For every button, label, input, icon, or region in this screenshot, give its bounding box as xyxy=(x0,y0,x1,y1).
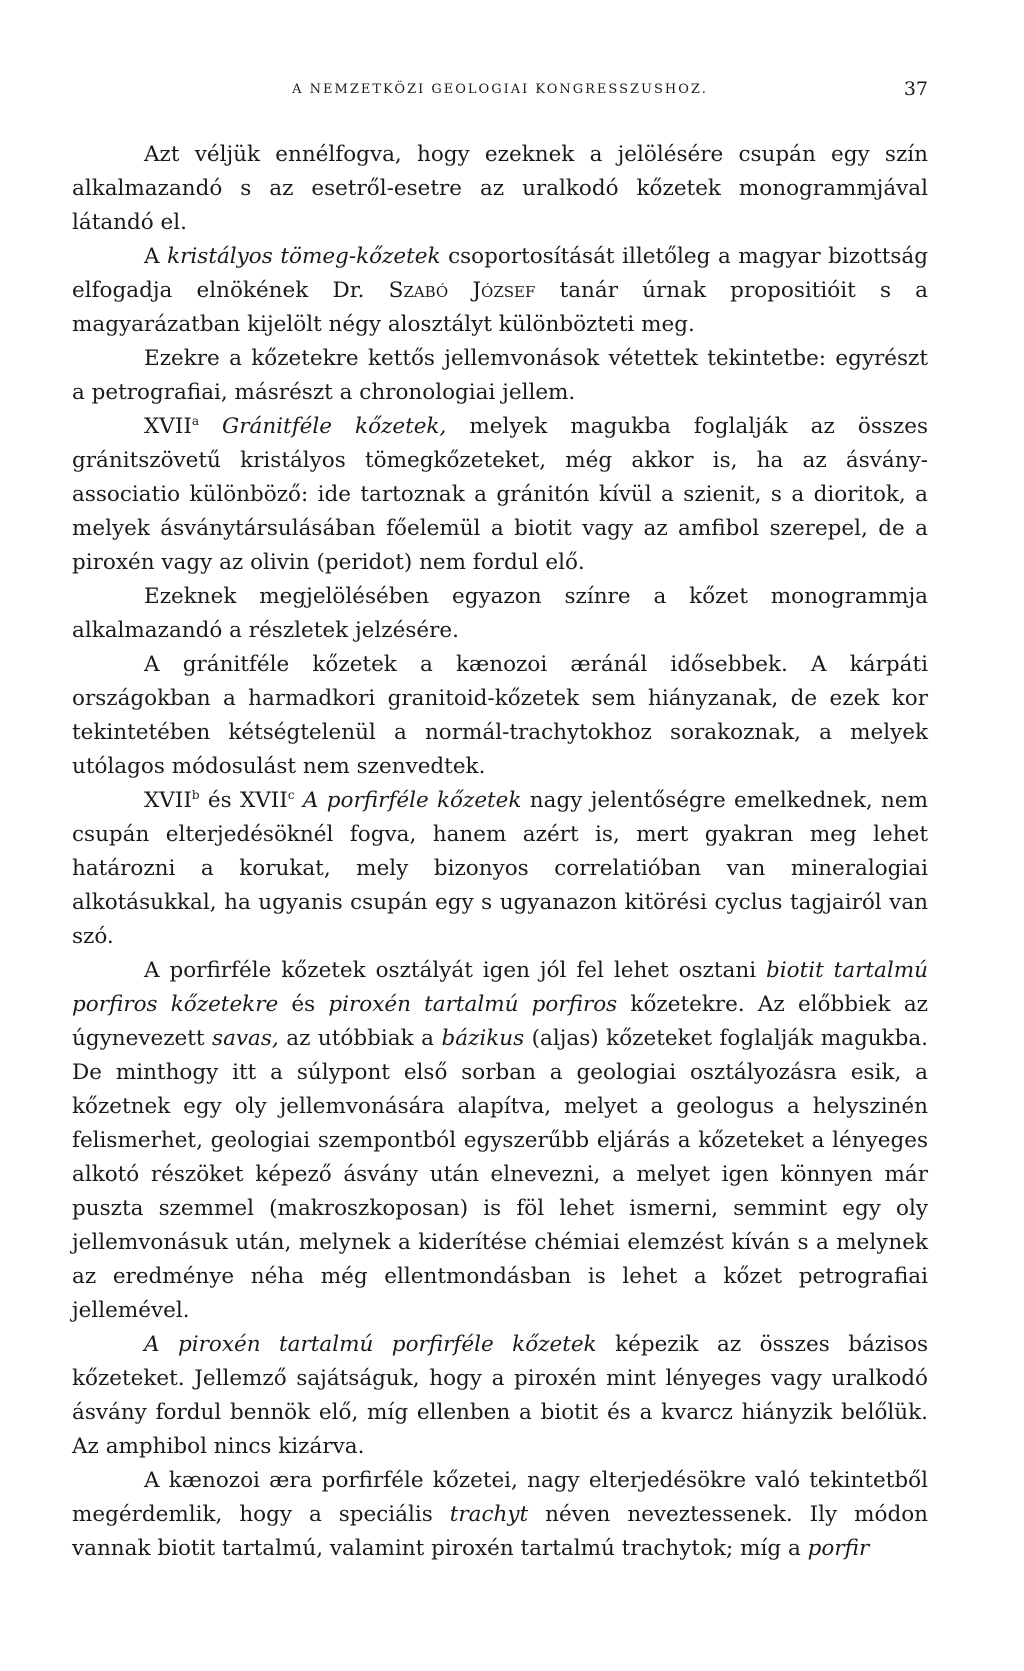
italic-term: biotit tartalmú porfiros kőzetekre xyxy=(72,958,928,1017)
text-run: A kænozoi æra porfirféle kőzetei, nagy elterjedésökre való tekintetből megérdemlik, hogy a speciális xyxy=(72,1468,928,1527)
text-run: tanár úrnak propositióit s a magyarázatban kijelölt négy alosztályt különbözteti meg. xyxy=(72,278,928,337)
text-run: (aljas) kőzeteket foglalják magukba. De minthogy itt a súlypont első sorban a geologiai osztályozásra esik, a kőzetnek egy oly jellemvonására alapítva, melyet a geologus a helyszinén felismerhet, geologiai szempontból egyszerűbb eljárás a kőzeteket a lényeges alkotó részöket képező ásvány után elnevezni, a melyet igen könnyen már puszta szemmel (makroszkoposan) is föl lehet ismerni, semmint egy oly jellemvonásuk után, melynek a kiderítése chémiai elemzést kíván s a melynek az eredménye néha még ellentmondásban is lehet a kőzet petrografiai jellemével. xyxy=(72,1026,928,1323)
italic-term: kristályos tömeg-kőzetek xyxy=(167,244,441,269)
text-run: csoportosítását illetőleg a magyar bizottság elfogadja elnökének Dr. xyxy=(72,244,928,303)
italic-term: savas, xyxy=(212,1026,279,1051)
text-run: és XVII xyxy=(199,788,288,813)
paragraph-8 xyxy=(72,954,928,1328)
superscript: a xyxy=(191,413,199,428)
paragraph-9 xyxy=(72,1328,928,1464)
paragraph-2 xyxy=(72,240,928,342)
text-run: nagy jelentőségre emelkednek, nem csupán elterjedésöknél fogva, hanem azért is, mert gyakran meg lehet határozni a korukat, mely bizonyos correlatióban van mineralogiai alkotásukkal, ha ugyanis csupán egy s ugyanazon kitörési cyclus tagjairól van szó. xyxy=(72,788,928,949)
page-number: 37 xyxy=(903,78,928,100)
italic-term: A piroxén tartalmú porfirféle kőzetek xyxy=(144,1332,597,1357)
section-number: XVII xyxy=(144,788,192,813)
paragraph-5: Ezeknek megjelölésében egyazon színre a kőzet monogrammja alkalmazandó a részletek jelzésére. xyxy=(72,584,928,643)
text-run: melyek magukba foglalják az összes gránitszövetű kristályos tömegkőzeteket, még akkor is, ha az ásvány-associatio különböző: ide tartoznak a gránitón kívül a szienit, s a dioritok, a melyek ásványtársulásában főelemül a biotit vagy az amfibol szerepel, de a piroxén vagy az olivin (peridot) nem fordul elő. xyxy=(72,414,928,575)
text-run: kőzetekre. Az előbbiek az úgynevezett xyxy=(72,992,928,1051)
italic-term: A porfirféle kőzetek xyxy=(302,788,522,813)
text-run xyxy=(295,788,303,813)
italic-term: piroxén tartalmú porfiros xyxy=(328,992,618,1017)
paragraph-7 xyxy=(72,784,928,954)
paragraph-6: A gránitféle kőzetek a kænozoi æránál idősebbek. A kárpáti országokban a harmadkori granitoid-kőzetek sem hiányzanak, de ezek kor tekintetében kétségtelenül a normál-trachytokhoz sorakoznak, a melyek utólagos módosulást nem szenvedtek. xyxy=(72,652,928,779)
paragraph-4 xyxy=(72,410,928,580)
text-run: képezik az összes bázisos kőzeteket. Jellemző sajátságuk, hogy a piroxén mint lényeges vagy uralkodó ásvány fordul bennök elő, míg ellenben a biotit és a kvarcz hiányzik belőlük. Az amphibol nincs kizárva. xyxy=(72,1332,928,1459)
text-run: néven neveztessenek. Ily módon vannak biotit tartalmú, valamint piroxén tartalmú trachytok; míg a xyxy=(72,1502,928,1561)
page-header xyxy=(72,70,928,110)
italic-term: Gránitféle kőzetek, xyxy=(198,414,447,439)
paragraph-3: Ezekre a kőzetekre kettős jellemvonások vétettek tekintetbe: egyrészt a petrografiai, másrészt a chronologiai jellem. xyxy=(72,346,928,405)
text-run: A porfirféle kőzetek osztályát igen jól fel lehet osztani xyxy=(144,958,766,983)
paragraph-10 xyxy=(72,1464,928,1566)
running-head: A NEMZETKÖZI GEOLOGIAI KONGRESSZUSHOZ. xyxy=(292,82,708,97)
superscript: c xyxy=(287,787,295,802)
text-run: és xyxy=(278,992,329,1017)
paragraph-1: Azt véljük ennélfogva, hogy ezeknek a jelölésére csupán egy szín alkalmazandó s az esetről-esetre az uralkodó kőzetek monogrammjával látandó el. xyxy=(72,142,928,235)
superscript: b xyxy=(191,787,200,802)
document-page xyxy=(72,70,928,1566)
text-run: A xyxy=(144,244,168,269)
person-name: Szabó József xyxy=(388,278,536,303)
text-run: az utóbbiak a xyxy=(278,1026,442,1051)
italic-term: porfir xyxy=(807,1536,870,1561)
italic-term: trachyt xyxy=(449,1502,529,1527)
italic-term: bázikus xyxy=(441,1026,525,1051)
section-number: XVII xyxy=(144,414,192,439)
